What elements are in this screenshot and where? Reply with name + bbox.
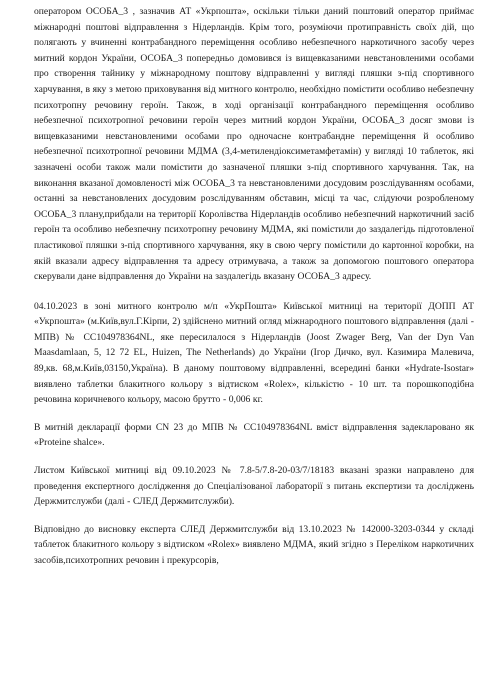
paragraph-customs-declaration: В митній декларації форми CN 23 до МПВ № CC104978364NL вміст відправлення задекларовано як «Proteine shalce». bbox=[34, 421, 474, 449]
paragraph-customs-inspection: 04.10.2023 в зоні митного контролю м/п «УкрПошта» Київської митниці на території ДОПП АТ «Укрпошта» (м.Київ,вул.Г.Кірпи, 2) здійснено митний огляд міжнародного поштового відправлення (далі - МПВ) № CC104978364NL, яке пересилалося з Нідерландів (Joost Zwager Berg, Van der Dyn Van Maasdamlaan, 5, 12 72 EL, Huizen, The Netherlands) до України (Ігор Дичко, вул. Казимира Малевича, 89,кв. 68,м.Київ,03150,Україна). В даному поштовому відправленні, всередині банки «Hydrate-Isostar» виявлено таблетки блакитного кольору з відтиском «Rolex», кількістю - 10 шт. та порошкоподібна речовина коричневого кольору, масою брутто - 0,006 кг. bbox=[34, 300, 474, 406]
paragraph-smuggling-plan: оператором ОСОБА_3 , зазначив АТ «Укрпошта», оскільки тільки даний поштовий оператор приймає міжнародні поштові відправлення з Нідерландів. Крім того, розуміючи протиправність своїх дій, що полягають у вчиненні контрабандного переміщення особливо небезпечного наркотичного засобу через митний кордон України, ОСОБА_3 попередньо домовився із вищевказаними невстановленими особами про створення тайнику у міжнародному поштову відправленні у вигляді пляшки з-під спортивного харчування, в яку з метою приховування від митного контролю, необхідно помістити особливо небезпечну психотропну речовину героїн. Також, в ході організації контрабандного переміщення особливо небезпечної психотропної речовини героїн через митний кордон України, ОСОБА_3 досяг змови із вищевказаними невстановленими особами про одночасне контрабандне переміщення й особливо небезпечної психотропної речовини МДМА (3,4-метилендіоксиметамфетамін) у вигляді 10 таблеток, які зазначені особи також мали помістити до зазначеної пляшки з-під спортивного харчування. Так, на виконання вказаної домовленості між ОСОБА_3 та невстановленими досудовим розслідуванням особами, останні за невстановлених досудовим розслідуванням обставин, місці та час, слідуючи розробленому ОСОБА_3 плану,прибдали на території Королівства Нідерландів особливо небезпечний наркотичний засіб героїн та особливо небезпечну психотропну речовину МДМА, які помістили до заздалегідь підготовленої пластикової пляшки з-під спортивного харчування, яку в свою чергу помістили до картонної коробки, на якій вказали адресу відправлення та адресу отримувача, а також за допомогою поштового оператора скерували дане відправлення до України на заздалегідь вказану ОСОБА_3 адресу. bbox=[34, 6, 474, 283]
paragraph-expert-referral: Листом Київської митниці від 09.10.2023 № 7.8-5/7.8-20-03/7/18183 вказані зразки направлено для проведення експертного дослідження до Спеціалізованої лабораторії з питань експертизи та досліджень Держмитслужби (далі - СЛЕД Держмитслужби). bbox=[34, 465, 474, 508]
paragraph-expert-conclusion: Відповідно до висновку експерта СЛЕД Держмитслужби від 13.10.2023 № 142000-3203-0344 у складі таблеток блакитного кольору з відтиском «Rolex» виявлено МДМА, який згідно з Переліком наркотичних засобів,психотропних речовин і прекурсорів, bbox=[34, 523, 474, 566]
